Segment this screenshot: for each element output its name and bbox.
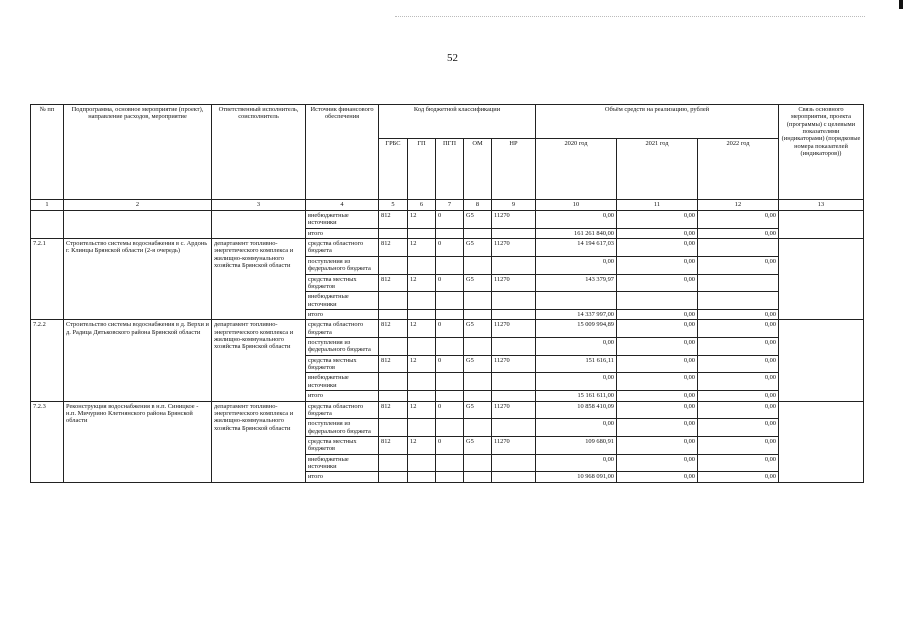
table-row: внебюджетные источники 0,00 0,00 0,00: [31, 454, 864, 472]
header-source: Источник финансового обеспечения: [306, 105, 379, 200]
table-row: внебюджетные источники 0,00 0,00 0,00: [31, 373, 864, 391]
header-row: [31, 105, 864, 139]
subheader-2021: 2021 год: [617, 139, 698, 200]
index-cell: 12: [698, 200, 779, 211]
index-cell: 4: [306, 200, 379, 211]
item-name: Строительство системы водоснабжения в с. Ардонь г. Клинцы Брянской области (2-я очередь): [64, 239, 212, 320]
table-row: поступления из федерального бюджета 0,00 0,00 0,00: [31, 256, 864, 274]
item-name: Реконструкция водоснабжения в н.п. Синицкое - н.п. Мичурино Клетнянского района Брянской области: [64, 401, 212, 482]
index-cell: 5: [379, 200, 408, 211]
index-cell: 2: [64, 200, 212, 211]
subheader-pgp: ПГП: [436, 139, 464, 200]
table-row: итого 15 161 611,00 0,00 0,00: [31, 391, 864, 401]
table-row: средства местных бюджетов 812 12 0 G5 11270 109 680,91 0,00 0,00: [31, 436, 864, 454]
index-cell: 7: [436, 200, 464, 211]
table-row: 7.2.2 Строительство системы водоснабжения в д. Верхи и д. Радица Дятьковского района Брянской области департамент топливно-энергетического комплекса и жилищно-коммунального хозяйства Брянской области средства областного бюджета 812 12 0 G5 11270 15 009 994,89 0,00 0,00: [31, 320, 864, 338]
header-executor: Ответственный исполнитель, соисполнитель: [212, 105, 306, 200]
subheader-2020: 2020 год: [536, 139, 617, 200]
index-cell: 8: [464, 200, 492, 211]
index-cell: 13: [779, 200, 864, 211]
index-cell: 1: [31, 200, 64, 211]
index-cell: 10: [536, 200, 617, 211]
item-number: 7.2.3: [31, 401, 64, 482]
table-row: итого 10 968 091,00 0,00 0,00: [31, 472, 864, 482]
table-row: поступления из федерального бюджета 0,00 0,00 0,00: [31, 419, 864, 437]
header-program: Подпрограмма, основное мероприятие (проект), направление расходов, мероприятие: [64, 105, 212, 200]
scan-edge-mark: [899, 0, 903, 9]
table-row: 7.2.1 Строительство системы водоснабжения в с. Ардонь г. Клинцы Брянской области (2-я очередь) департамент топливно-энергетического комплекса и жилищно-коммунального хозяйства Брянской области средства областного бюджета 812 12 0 G5 11270 14 194 617,03 0,00: [31, 239, 864, 257]
table-row: поступления из федерального бюджета 0,00 0,00 0,00: [31, 338, 864, 356]
index-cell: 6: [408, 200, 436, 211]
item-name: Строительство системы водоснабжения в д. Верхи и д. Радица Дятьковского района Брянской области: [64, 320, 212, 401]
table-row: средства местных бюджетов 812 12 0 G5 11270 151 616,11 0,00 0,00: [31, 355, 864, 373]
header-link: Связь основного мероприятия, проекта (программы) с целевыми показателями (индикаторами) (порядковые номера показателей (индикаторов)): [779, 105, 864, 200]
budget-table: [30, 104, 864, 483]
subheader-grbs: ГРБС: [379, 139, 408, 200]
table-row: итого 161 261 840,00 0,00 0,00: [31, 228, 864, 238]
table-row: средства местных бюджетов 812 12 0 G5 11270 143 379,97 0,00: [31, 274, 864, 292]
table-row: внебюджетные источники: [31, 292, 864, 310]
index-row: [31, 200, 864, 211]
index-cell: 3: [212, 200, 306, 211]
scan-artifact-line: [395, 16, 865, 19]
item-executor: департамент топливно-энергетического комплекса и жилищно-коммунального хозяйства Брянской области: [212, 320, 306, 401]
table-row: внебюджетные источники 812 12 0 G5 11270 0,00 0,00 0,00: [31, 211, 864, 229]
index-cell: 9: [492, 200, 536, 211]
item-executor: департамент топливно-энергетического комплекса и жилищно-коммунального хозяйства Брянской области: [212, 239, 306, 320]
page-number: 52: [447, 52, 458, 64]
header-no: № пп: [31, 105, 64, 200]
table-row: итого 14 337 997,00 0,00 0,00: [31, 309, 864, 319]
subheader-gp: ГП: [408, 139, 436, 200]
item-executor: департамент топливно-энергетического комплекса и жилищно-коммунального хозяйства Брянской области: [212, 401, 306, 482]
item-number: 7.2.1: [31, 239, 64, 320]
header-funds: Объём средств на реализацию, рублей: [536, 105, 779, 139]
subheader-2022: 2022 год: [698, 139, 779, 200]
index-cell: 11: [617, 200, 698, 211]
table-row: 7.2.3 Реконструкция водоснабжения в н.п. Синицкое - н.п. Мичурино Клетнянского района Брянской области департамент топливно-энергетического комплекса и жилищно-коммунального хозяйства Брянской области средства областного бюджета 812 12 0 G5 11270 10 858 410,09 0,00 0,00: [31, 401, 864, 419]
subheader-om: ОМ: [464, 139, 492, 200]
header-budget-code: Код бюджетной классификации: [379, 105, 536, 139]
subheader-nr: НР: [492, 139, 536, 200]
source-cell: итого: [306, 228, 379, 238]
item-number: 7.2.2: [31, 320, 64, 401]
source-cell: внебюджетные источники: [306, 211, 379, 229]
